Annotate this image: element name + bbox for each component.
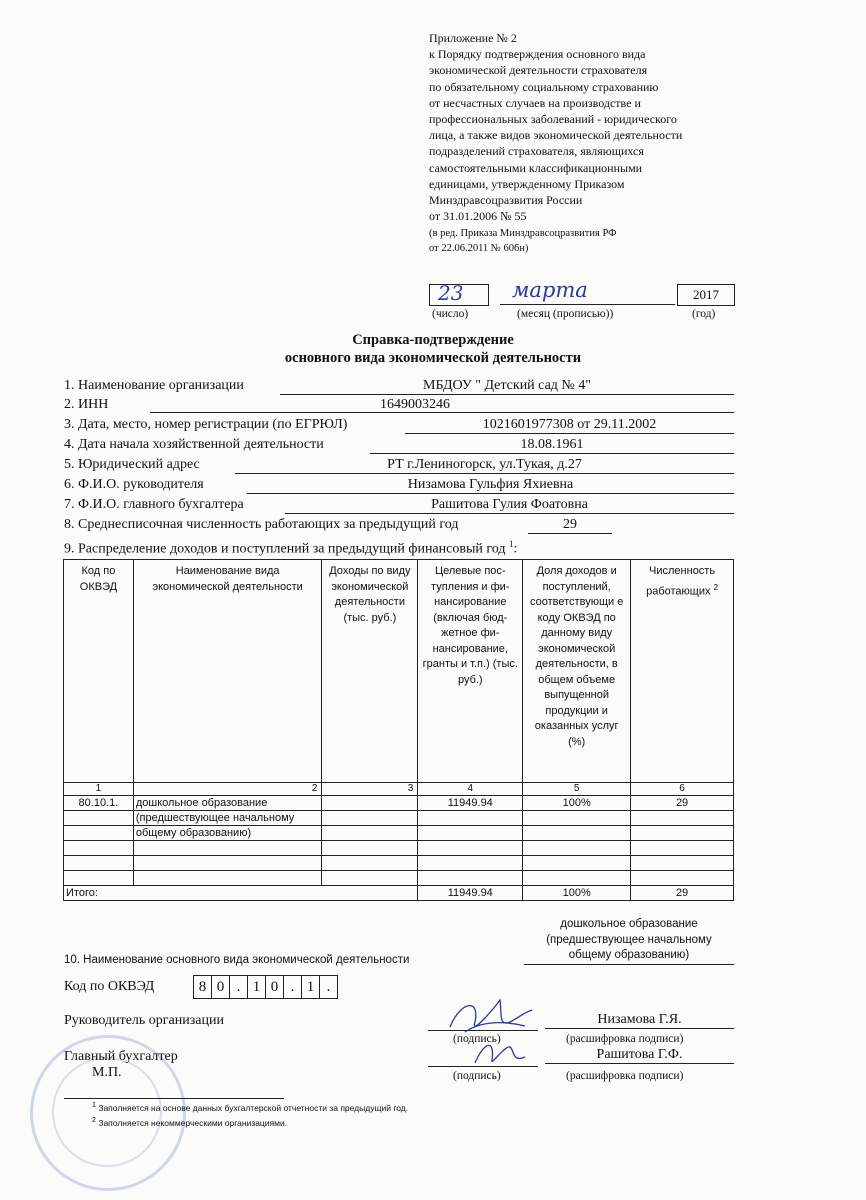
doc-title-line2: основного вида экономической деятельности xyxy=(284,350,582,366)
header-targeted-funding: Целевые пос- тупления и фи- нансирование (включая бюд- жетное фи- нансирование, гранты и т.п.) (тыс. руб.) xyxy=(418,560,523,783)
cell-share xyxy=(523,826,631,841)
cell-okved: 80.10.1. xyxy=(64,796,134,811)
appendix-line: от несчастных случаев на производстве и xyxy=(429,95,641,110)
stamp-mp: М.П. xyxy=(92,1065,122,1080)
appendix-line: от 31.01.2006 № 55 xyxy=(429,209,527,224)
okved-cell: 0 xyxy=(212,976,230,998)
cell-income xyxy=(322,856,418,871)
inn-label: 2. ИНН xyxy=(64,397,109,412)
col-number: 4 xyxy=(418,783,523,796)
accountant-name: Рашитова Г.Ф. xyxy=(545,1047,734,1064)
cell-staff xyxy=(631,856,734,871)
cell-total-staff: 29 xyxy=(631,886,734,901)
table-row xyxy=(64,796,734,811)
footnote-num: 1 xyxy=(92,1101,96,1109)
address-label: 5. Юридический адрес xyxy=(64,457,200,472)
table-header-row xyxy=(64,560,734,783)
decode-caption: (расшифровка подписи) xyxy=(566,1070,684,1082)
date-year-caption: (год) xyxy=(692,308,716,320)
cell-share xyxy=(523,811,631,826)
cell-staff: 29 xyxy=(631,796,734,811)
staff-value: 29 xyxy=(528,516,612,534)
cell-share xyxy=(523,856,631,871)
col-number: 1 xyxy=(64,783,134,796)
cell-income xyxy=(322,811,418,826)
cell-total-label: Итого: xyxy=(64,886,418,901)
okved-code-boxes xyxy=(193,975,338,999)
cell-income xyxy=(322,796,418,811)
main-activity-line: общему образованию) xyxy=(568,949,690,961)
cell-funding xyxy=(418,811,523,826)
okved-cell: 1 xyxy=(302,976,320,998)
head-label: 6. Ф.И.О. руководителя xyxy=(64,477,204,492)
doc-title-line1: Справка-подтверждение xyxy=(352,332,514,348)
okved-cell: 8 xyxy=(194,976,212,998)
cell-okved xyxy=(64,871,134,886)
date-year-box xyxy=(677,284,735,306)
okved-cell: 0 xyxy=(266,976,284,998)
table-row xyxy=(64,856,734,871)
accountant-sign-label: Главный бухгалтер xyxy=(64,1049,178,1064)
date-year: 2017 xyxy=(693,287,719,302)
footnote-text: Заполняется некоммерческими организациями. xyxy=(98,1117,288,1128)
okved-label: Код по ОКВЭД xyxy=(64,979,155,994)
column-number-row xyxy=(64,783,734,796)
cell-income xyxy=(322,841,418,856)
table-row xyxy=(64,826,734,841)
header-staff xyxy=(631,560,734,783)
date-day-box xyxy=(429,281,489,306)
main-activity-line: дошкольное образование xyxy=(560,918,698,930)
footnote-text: Заполняется на основе данных бухгалтерской отчетности за предыдущий год. xyxy=(98,1102,409,1113)
okved-cell: . xyxy=(230,976,248,998)
cell-funding xyxy=(418,856,523,871)
appendix-note: от 22.06.2011 № 606н) xyxy=(429,243,529,255)
org-label: 1. Наименование организации xyxy=(64,378,244,393)
cell-funding xyxy=(418,841,523,856)
main-activity-label: 10. Наименование основного вида экономической деятельности xyxy=(64,954,410,966)
col-number: 3 xyxy=(322,783,418,796)
footnote-divider xyxy=(64,1098,284,1099)
appendix-line: самостоятельными классификационными xyxy=(429,160,643,175)
cell-staff xyxy=(631,871,734,886)
cell-activity: (предшествующее начальному xyxy=(133,811,322,826)
sign-caption: (подпись) xyxy=(453,1033,501,1045)
cell-activity: общему образованию) xyxy=(133,826,322,841)
cell-okved xyxy=(64,856,134,871)
header-staff-text: Численность работающих xyxy=(646,565,716,598)
appendix-line: лица, а также видов экономической деятельности xyxy=(429,128,683,143)
okved-cell: . xyxy=(326,979,331,995)
header-activity-name: Наименование вида экономической деятельности xyxy=(133,560,322,783)
start-date-label: 4. Дата начала хозяйственной деятельности xyxy=(64,437,324,452)
cell-staff xyxy=(631,841,734,856)
date-day: 23 xyxy=(438,281,464,305)
header-income: Доходы по виду экономической деятельности (тыс. руб.) xyxy=(322,560,418,783)
main-activity-value xyxy=(524,917,734,965)
org-value: МБДОУ " Детский сад № 4" xyxy=(280,377,734,395)
cell-total-funding: 11949.94 xyxy=(418,886,523,901)
appendix-line: по обязательному социальному страхованию xyxy=(429,79,659,94)
income-footnote-mark: 1 xyxy=(508,539,514,549)
table-row xyxy=(64,811,734,826)
appendix-line: единицами, утвержденному Приказом xyxy=(429,176,625,191)
table-row xyxy=(64,841,734,856)
head-sign-label: Руководитель организации xyxy=(64,1013,224,1028)
cell-activity xyxy=(133,871,322,886)
reg-value: 1021601977308 от 29.11.2002 xyxy=(405,416,734,434)
date-day-caption: (число) xyxy=(432,308,469,320)
footnote-num: 2 xyxy=(92,1116,96,1124)
col-number: 5 xyxy=(523,783,631,796)
col-number: 2 xyxy=(133,783,322,796)
okved-cell: 1 xyxy=(248,976,266,998)
header-income-share: Доля доходов и поступлений, соответствующи е коду ОКВЭД по данному виду экономической деятельности, в общем объеме выпущенной продукции и оказанных услуг (%) xyxy=(523,560,631,783)
cell-okved xyxy=(64,826,134,841)
cell-income xyxy=(322,826,418,841)
footnote xyxy=(92,1101,408,1113)
cell-funding: 11949.94 xyxy=(418,796,523,811)
cell-okved xyxy=(64,841,134,856)
income-colon: : xyxy=(513,541,518,557)
appendix-note: (в ред. Приказа Минздравсоцразвития РФ xyxy=(429,228,617,240)
footnote xyxy=(92,1116,287,1128)
appendix-line: экономической деятельности страхователя xyxy=(429,63,648,78)
cell-share xyxy=(523,841,631,856)
cell-share xyxy=(523,871,631,886)
accountant-value: Рашитова Гулия Фоатовна xyxy=(285,496,734,514)
appendix-line: Приложение № 2 xyxy=(429,31,517,45)
date-month-caption: (месяц (прописью)) xyxy=(517,308,614,320)
income-table xyxy=(63,559,734,901)
cell-activity xyxy=(133,856,322,871)
date-month: марта xyxy=(512,278,588,302)
cell-activity xyxy=(133,841,322,856)
income-label-text: 9. Распределение доходов и поступлений за предыдущий финансовый год xyxy=(64,541,506,557)
table-row xyxy=(64,871,734,886)
accountant-signature-icon xyxy=(470,1035,530,1070)
main-activity-line: (предшествующее начальному xyxy=(546,933,712,946)
cell-staff xyxy=(631,811,734,826)
start-date-value: 18.08.1961 xyxy=(370,436,734,454)
col-number: 6 xyxy=(631,783,734,796)
sign-caption: (подпись) xyxy=(453,1070,501,1082)
table-total-row xyxy=(64,886,734,901)
head-value: Низамова Гульфия Яхиевна xyxy=(247,476,734,494)
cell-okved xyxy=(64,811,134,826)
header-okved: Код по ОКВЭД xyxy=(64,560,134,783)
cell-activity: дошкольное образование xyxy=(133,796,322,811)
reg-label: 3. Дата, место, номер регистрации (по ЕГРЮЛ) xyxy=(64,417,348,432)
decode-caption: (расшифровка подписи) xyxy=(566,1033,684,1045)
cell-funding xyxy=(418,871,523,886)
appendix-line: к Порядку подтверждения основного вида xyxy=(429,47,646,62)
appendix-line: профессиональных заболеваний - юридического xyxy=(429,112,677,127)
appendix-block xyxy=(429,30,759,256)
cell-share: 100% xyxy=(523,796,631,811)
okved-cell: . xyxy=(284,976,302,998)
cell-staff xyxy=(631,826,734,841)
appendix-line: Минздравсоцразвития России xyxy=(429,193,583,208)
head-name: Низамова Г.Я. xyxy=(545,1012,734,1029)
accountant-label: 7. Ф.И.О. главного бухгалтера xyxy=(64,497,244,512)
address-value: РТ г.Лениногорск, ул.Тукая, д.27 xyxy=(235,456,734,474)
header-staff-footnote-mark: 2 xyxy=(713,582,719,592)
cell-funding xyxy=(418,826,523,841)
cell-total-share: 100% xyxy=(523,886,631,901)
inn-value: 1649003246 xyxy=(150,396,734,413)
appendix-line: подразделений страхователя, являющихся xyxy=(429,144,644,159)
income-label xyxy=(64,536,517,558)
date-month-box xyxy=(500,278,675,305)
staff-label: 8. Среднесписочная численность работающих за предыдущий год xyxy=(64,517,459,532)
cell-income xyxy=(322,871,418,886)
